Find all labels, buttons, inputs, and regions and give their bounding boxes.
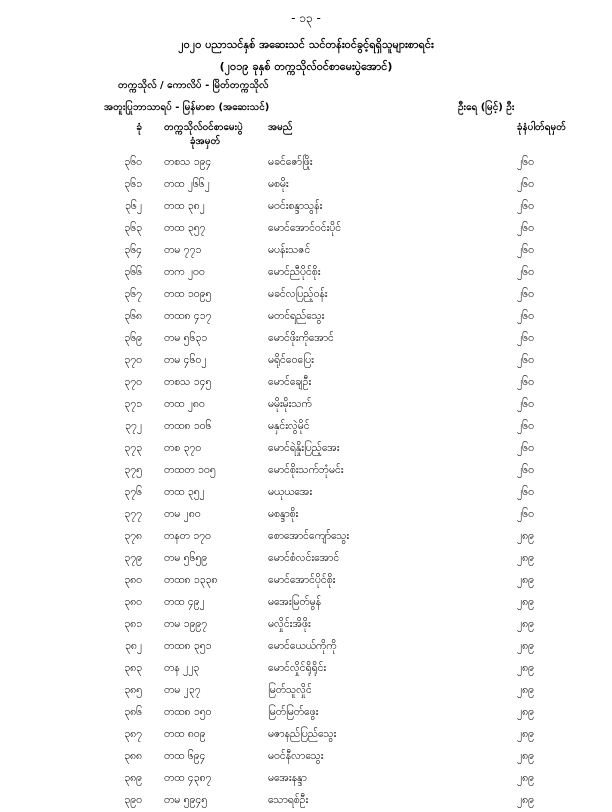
row-roll-number: တက ၂၀၀ (164, 266, 205, 278)
table-row (0, 790, 612, 812)
row-roll-number: တမ ၅၆၅၉ (164, 552, 208, 564)
table-row (0, 372, 612, 394)
row-points: ၂၈၉ (516, 596, 534, 608)
row-points: ၂၆၀ (517, 420, 534, 432)
row-points: ၂၆၀ (517, 156, 534, 168)
row-name: မဝင်းစန္ဒာသွန်း (268, 200, 323, 212)
quota-line: ဦးရေ (မြင့်) ဦး (458, 102, 515, 113)
table-row (0, 328, 612, 350)
row-roll-number: တထ ၆၉၄ (164, 750, 206, 762)
table-row (0, 482, 612, 504)
row-roll-number: တထ၈ ၁၃၃၈ (164, 574, 218, 586)
row-points: ၂၈၉ (516, 794, 534, 806)
row-roll-number: တစသ ၁၉၄ (164, 156, 212, 168)
row-points: ၂၈၉ (516, 662, 534, 674)
row-roll-number: တထ ၈၀၉ (164, 728, 206, 740)
row-name: မောင်ယေယ်ကိုကို (268, 640, 337, 652)
table-row (0, 174, 612, 196)
row-number: ၃၇၈ (124, 530, 142, 542)
row-name: မခင်လပြည့်ဝန်း (268, 288, 328, 300)
row-number: ၃၈၁ (124, 618, 142, 630)
row-points: ၂၆၀ (517, 244, 534, 256)
row-number: ၃၈၈ (124, 750, 142, 762)
table-row (0, 614, 612, 636)
table-row (0, 702, 612, 724)
row-name: မောင်အောင်ဝင်းပိုင် (268, 222, 342, 234)
row-name: မတင်ရည်သွေး (268, 310, 325, 322)
table-row (0, 746, 612, 768)
row-name: မအေးမြတ်မွန် (268, 596, 322, 608)
table-row (0, 636, 612, 658)
row-number: ၃၈၀ (124, 574, 142, 586)
row-roll-number: တမ ၇၇၁ (164, 244, 202, 256)
table-row (0, 438, 612, 460)
table-row (0, 394, 612, 416)
row-name: မမိုးမိုးသက် (268, 398, 312, 410)
row-name: မောင်ချေဦး (268, 376, 312, 388)
row-points: ၂၈၉ (516, 706, 534, 718)
row-points: ၂၆၀ (517, 508, 534, 520)
row-number: ၃၈၃ (124, 662, 142, 674)
row-points: ၂၆၀ (517, 200, 534, 212)
row-roll-number: တထ ၃၈၂ (164, 200, 205, 212)
document-subtitle: (၂၀၁၉ ခုနှစ် တက္ကသိုလ်ဝင်စာမေးပွဲအောင်) (219, 60, 393, 73)
table-row (0, 240, 612, 262)
row-roll-number: တထ၈ ၄၁၇ (164, 310, 212, 322)
row-number: ၃၇၂ (125, 420, 142, 432)
row-roll-number: တမ ၅၆၃၁ (164, 332, 208, 344)
table-row (0, 724, 612, 746)
document-title: ၂၀၂၀ ပညာသင်နှစ် အဆေးသင် သင်တန်းဝင်ခွင့်ရရှိသူများစာရင်း (178, 38, 434, 51)
row-roll-number: တနတ ၁၇၀ (164, 530, 211, 542)
row-roll-number: တထ ၁၀၉၅ (164, 288, 212, 300)
row-name: မောင်ညီပိုင်စိုး (268, 266, 321, 278)
table-row (0, 570, 612, 592)
table-row (0, 548, 612, 570)
row-number: ၃၉၀ (124, 794, 142, 806)
row-points: ၂၆၀ (517, 310, 534, 322)
row-points: ၂၆၀ (517, 354, 534, 366)
row-points: ၂၆၀ (517, 376, 534, 388)
row-roll-number: တမ ၅၉၄၅ (164, 794, 208, 806)
row-name: မစမိုး (268, 178, 289, 190)
table-row (0, 460, 612, 482)
row-number: ၃၇၀ (124, 354, 142, 366)
university-line: တက္ကသိုလ် / ကောလိပ် - မြိတ်တက္ကသိုလ် (118, 80, 269, 91)
row-number: ၃၇၉ (124, 552, 142, 564)
row-number: ၃၆၂ (125, 200, 142, 212)
row-name: မောင်လှိုင်ရိုရိုင်း (268, 662, 327, 674)
row-number: ၃၆၈ (124, 310, 142, 322)
table-row (0, 592, 612, 614)
row-points: ၂၈၉ (516, 640, 534, 652)
table-row (0, 504, 612, 526)
page-number: - ၁၃ - (291, 11, 321, 25)
column-header-number: ခုံ (136, 122, 142, 133)
row-number: ၃၈၆ (124, 706, 142, 718)
row-name: မောင်ဖိုးကိုအောင် (268, 332, 334, 344)
row-name: မနှင်းလွဲမိုင် (268, 420, 310, 432)
row-roll-number: တထ ၄၃၈၇ (164, 772, 212, 784)
table-row (0, 416, 612, 438)
row-roll-number: တထ၈ ၁၀၆ (164, 420, 212, 432)
table-row (0, 768, 612, 790)
row-number: ၃၆၇ (124, 288, 142, 300)
row-number: ၃၈၅ (124, 684, 142, 696)
row-number: ၃၇၇ (124, 508, 142, 520)
row-name: မဝင်နီလာသွေး (268, 750, 324, 762)
row-points: ၂၆၀ (517, 486, 534, 498)
table-row (0, 658, 612, 680)
row-name: မယုယအေး (268, 486, 312, 498)
row-number: ၃၈၇ (124, 728, 142, 740)
row-number: ၃၈၂ (124, 640, 142, 652)
row-roll-number: တထ ၃၅၇ (164, 222, 206, 234)
row-roll-number: တထ၈ ၃၅၁ (164, 640, 212, 652)
row-name: မဇာနည်ပြည်သွေး (268, 728, 337, 740)
row-name: မခင်ဇော်ဖြိုး (268, 156, 313, 168)
row-name: စောအောင်ကျော်သွေး (268, 530, 350, 542)
row-number: ၃၇၆ (124, 486, 142, 498)
row-points: ၂၆၀ (517, 442, 534, 454)
row-number: ၃၇၃ (124, 442, 142, 454)
row-points: ၂၆၀ (517, 222, 534, 234)
row-points: ၂၈၉ (516, 552, 534, 564)
row-points: ၂၆၀ (517, 464, 534, 476)
column-header-roll-line2: ခုံအမှတ် (190, 136, 221, 147)
table-row (0, 218, 612, 240)
row-points: ၂၆၀ (517, 398, 534, 410)
row-points: ၂၈၉ (516, 684, 534, 696)
row-number: ၃၆၁ (124, 178, 142, 190)
row-name: မလှိုင်းအိဖိုး (268, 618, 311, 630)
row-points: ၂၈၉ (516, 772, 534, 784)
row-roll-number: တထ ၂၈၀ (164, 398, 205, 410)
row-number: ၃၆၆ (124, 266, 142, 278)
table-row (0, 196, 612, 218)
row-points: ၂၈၉ (516, 530, 534, 542)
column-header-points: ခုံနံပါတ်ရမှတ် (516, 122, 566, 133)
row-roll-number: တထ ၄၉၂ (164, 596, 205, 608)
row-roll-number: တမ ၁၉၉၇ (164, 618, 208, 630)
row-number: ၃၇၁ (124, 398, 142, 410)
row-name: မြတ်မြတ်ဖွေး (268, 706, 319, 718)
row-number: ၃၇၀ (124, 376, 142, 388)
table-row (0, 526, 612, 548)
table-row (0, 262, 612, 284)
row-number: ၃၈၀ (124, 596, 142, 608)
row-roll-number: တထ ၂၆၆၂ (164, 178, 210, 190)
row-roll-number: တထ ၃၅၂ (164, 486, 205, 498)
row-roll-number: တမ ၂၈၀ (164, 508, 201, 520)
row-roll-number: တထ၈ ၁၅၀ (164, 706, 212, 718)
row-name: မြတ်သူလှိုင် (268, 684, 312, 696)
row-number: ၃၈၉ (124, 772, 142, 784)
row-points: ၂၆၀ (517, 266, 534, 278)
results-table (0, 152, 612, 812)
row-points: ၂၈၉ (516, 574, 534, 586)
row-name: မောင်အောင်ပိုင်စိုး (268, 574, 336, 586)
row-number: ၃၆၉ (124, 332, 142, 344)
row-points: ၂၆၀ (517, 332, 534, 344)
row-name: မပန်းသဇင် (268, 244, 311, 256)
table-row (0, 350, 612, 372)
row-number: ၃၆၀ (124, 156, 142, 168)
row-name: မစန္ဒာစိုး (268, 508, 299, 520)
row-points: ၂၈၉ (516, 618, 534, 630)
subject-line: အတူးပြုဘာသာရပ် - မြန်မာစာ (အဆေးသင်) (104, 102, 270, 113)
row-name: မောင်စံလင်းအောင် (268, 552, 340, 564)
row-points: ၂၆၀ (517, 288, 534, 300)
row-roll-number: တန ၂၂၃ (164, 662, 200, 674)
table-row (0, 306, 612, 328)
row-name: မောင်စိုးသက်ဘုံမင်း (268, 464, 344, 476)
row-number: ၃၆၄ (124, 244, 142, 256)
row-roll-number: တထတ ၁၀၅ (164, 464, 216, 476)
row-roll-number: တစသ ၁၄၅ (164, 376, 212, 388)
table-row (0, 680, 612, 702)
row-roll-number: တမ ၂၃၇ (164, 684, 201, 696)
row-name: သောရစ်ဦး (268, 794, 309, 806)
row-name: မအေးနန္ဒာ (268, 772, 307, 784)
row-points: ၂၈၉ (516, 750, 534, 762)
row-roll-number: တမ ၄၆၀၂ (164, 354, 207, 366)
row-number: ၃၇၅ (124, 464, 142, 476)
table-row (0, 152, 612, 174)
table-row (0, 284, 612, 306)
column-header-name: အမည် (268, 122, 293, 133)
row-name: မရိုင်ဝေပြေး (268, 354, 314, 366)
row-roll-number: တစ ၃၇၀ (164, 442, 202, 454)
row-number: ၃၆၃ (124, 222, 142, 234)
row-points: ၂၈၉ (516, 728, 534, 740)
column-header-roll-line1: တက္ကသိုလ်ဝင်စာမေးပွဲ (164, 122, 243, 133)
row-name: မောင်ရဲနှိုးပြည့်အေး (268, 442, 340, 454)
row-points: ၂၆၀ (517, 178, 534, 190)
